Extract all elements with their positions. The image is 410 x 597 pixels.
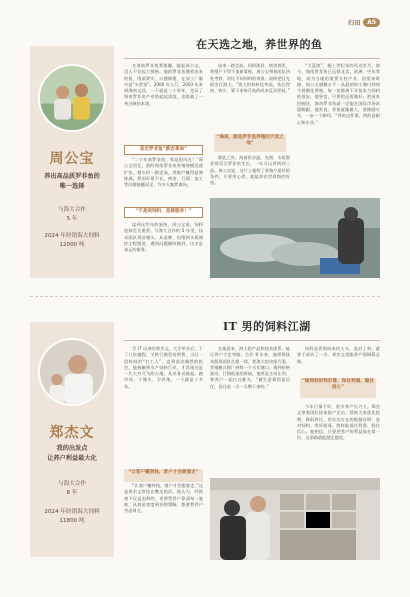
paragraph-text: “二十年前罗非鱼，那是很风光！”周公宝回忆，彼时海南罗非鱼养殖规模迅速扩张，塘头价一路走高，养殖户赚得盆满钵满。然而好景不长，病害、行情、加工等问题接踵而至，许多人黯然离场。 bbox=[124, 157, 203, 188]
warehouse-image bbox=[210, 478, 380, 560]
paragraph-text: 在海南罗非鱼养殖圈，提起周公宝，没人不竖起大拇指。他的罗非鱼塘养出来的鱼，肉质紧实、口感鲜甜，在加工厂眼中是“头茬货”。2000 年入行，2003 年来到海南文昌，一干就是二十余年，见证了海南罗非鱼产业的起起落落，也练就了一身过硬的本领。 bbox=[124, 63, 203, 106]
sales-volume-1 bbox=[32, 232, 112, 250]
article-paragraph bbox=[124, 63, 203, 137]
title-divider bbox=[124, 340, 380, 341]
paragraph-text: 成本一路走高，饲料涨价、病害频发，养殖户不得不重新算账。周公宝带着团队四处考察，对比不同饲料的效果，最终把目光锁定在海大。“海大的料转化率高，鱼长得快、病少，算下来每斤鱼的成本反而更低。” bbox=[210, 63, 290, 94]
subheading-callout: “不是卖饲料，是做服务！” bbox=[124, 207, 203, 218]
person-motto-2 bbox=[34, 444, 110, 464]
quote-callout: “海南，就是罗非鱼养殖的天选之地” bbox=[214, 134, 286, 152]
article-title-2: IT 男的饲料江湖 bbox=[223, 320, 311, 333]
paragraph-text: 在他看来，海大的产品和技术体系，能让养户少走弯路。合作 8 年来，他带着技术服务团队扎根一线，把海大的动保方案、养殖模式推广到每一个合作塘口。遇到价格波动、行情低迷的时候，他更是主动让利，和养户一起扛过难关。“做生意靠的是信任，信任是一点一点攒下来的。” bbox=[210, 346, 290, 389]
portrait-photo-2 bbox=[38, 338, 106, 406]
paragraph-text: 除此之外，海南的水温、光照、水质都非常适合罗非鱼生长，一年可以养两到三造。周公宝说，这片土地给了养殖户最好的条件，只要用心养，就能养出世界级的好鱼。 bbox=[210, 155, 290, 186]
section-tag bbox=[348, 16, 380, 28]
section-divider bbox=[30, 296, 380, 298]
paragraph-text: “让客户赚到钱，客户才会跟着走。”这是郑杰文常挂在嘴边的话。他认为，经销商不仅是卖料的，更要帮养户算清每一笔账，从放苗密度到投喂策略，都要替养户考虑周全。 bbox=[124, 483, 203, 514]
quote-callout: “做饲料好料好算，保住利润、稳住信心” bbox=[300, 378, 376, 398]
article-title-1: 在天选之地，养世界的鱼 bbox=[196, 38, 323, 51]
coop-line: 8 年 bbox=[66, 490, 78, 496]
paragraph-text: 饲料是养殖成本的大头，选对了料，就等于成功了一半。郑杰文常跟养户强调算总账。 bbox=[297, 346, 380, 364]
article-paragraph bbox=[124, 483, 203, 559]
page-number-badge: A5 bbox=[363, 18, 380, 27]
paragraph-text: 今年行情不好，很多养户压力大。郑杰文带着团队挨家挨户走访，帮助大家优化投喂、降低料比，用实实在在的数据证明：选对饲料、用好服务，照样能保住利润、稳住信心。他相信，只要把养户的利益放在第一位，这条路就能越走越宽。 bbox=[297, 404, 380, 441]
fish-harvest-photo bbox=[210, 198, 380, 278]
article-paragraph bbox=[210, 63, 290, 131]
profile-panel-1 bbox=[30, 46, 114, 278]
cooperation-years-2 bbox=[34, 480, 110, 498]
article-paragraph bbox=[210, 346, 290, 472]
portrait-photo-1 bbox=[38, 64, 106, 132]
motto-line: 让养户利益最大化 bbox=[47, 455, 97, 462]
warehouse-photo bbox=[210, 478, 380, 560]
section-label: 归田 bbox=[348, 19, 362, 27]
portrait-photo-1-image bbox=[40, 66, 104, 130]
paragraph-text: “大蓝波”，指上世纪末的风光岁月。如今，海南罗非鱼已远销北美、欧洲、中东等地，成为当地的重要支柱产业。回望来时路，周公宝感慨万千：从最初的小塘口到如今规模化养殖，每一步都离不开技术与饲料的进步。他坚信，只要把品质做好、把成本控制住，海南罗非鱼就一定能在国际市场站稳脚跟。他常说，养鱼就像做人，要踏踏实实，一步一个脚印。“养鱼这件事，拼的是耐心和专业。” bbox=[297, 63, 380, 125]
sales-line: 2024 年经销海大饲料 bbox=[44, 233, 100, 239]
person-motto-1 bbox=[34, 172, 110, 192]
title-divider bbox=[124, 58, 380, 59]
quote-callout: “让客户赚到钱，客户才会跟着走” bbox=[124, 469, 203, 482]
sales-line: 2024 年经销海大饲料 bbox=[44, 509, 100, 515]
article-paragraph bbox=[124, 222, 203, 278]
subheading-callout: 亲历罗非鱼“跌宕革命” bbox=[124, 145, 203, 155]
person-name-1: 周公宝 bbox=[49, 151, 95, 167]
sales-volume-2 bbox=[32, 508, 112, 526]
article-paragraph bbox=[297, 404, 380, 474]
article-paragraph bbox=[297, 63, 380, 189]
article-paragraph bbox=[124, 157, 203, 199]
coop-line: 与海大合作 bbox=[58, 481, 86, 487]
article-paragraph bbox=[124, 346, 203, 466]
coop-line: 5 年 bbox=[66, 216, 78, 222]
sales-line: 11800 吨 bbox=[59, 518, 85, 524]
paragraph-text: 谈到这些年的坚持，周公宝说，饲料选择至关重要。与海大合作的 5 年里，技术团队常驻塘头，从苗种、投喂到水质调控全程跟进，遇到问题随叫随到，这才是真正的服务。 bbox=[124, 222, 203, 253]
coop-line: 与海大合作 bbox=[58, 207, 86, 213]
cooperation-years-1 bbox=[34, 206, 110, 224]
fish-harvest-image bbox=[210, 198, 380, 278]
profile-panel-2 bbox=[30, 322, 114, 557]
paragraph-text: 学 IT 出身的郑杰文，大学毕业后，干了几年编程，又跨行做贸易销售，当过一段时间的“打工人”。直到某次偶然的机会，他接触到水产饲料行业，才发现这是一片大有可为的天地。从业务员做起，跑市场、下塘头、学养殖，一干就是十多年。 bbox=[124, 346, 203, 389]
motto-line: 养出高品质罗非鱼的 bbox=[44, 173, 100, 180]
motto-line: 我的出发点 bbox=[56, 445, 88, 452]
article-paragraph bbox=[210, 155, 290, 195]
motto-line: 唯一选择 bbox=[59, 183, 85, 190]
article-paragraph bbox=[297, 346, 380, 376]
sales-line: 12000 吨 bbox=[59, 242, 85, 248]
person-name-2: 郑杰文 bbox=[49, 425, 95, 441]
portrait-photo-2-image bbox=[40, 340, 104, 404]
